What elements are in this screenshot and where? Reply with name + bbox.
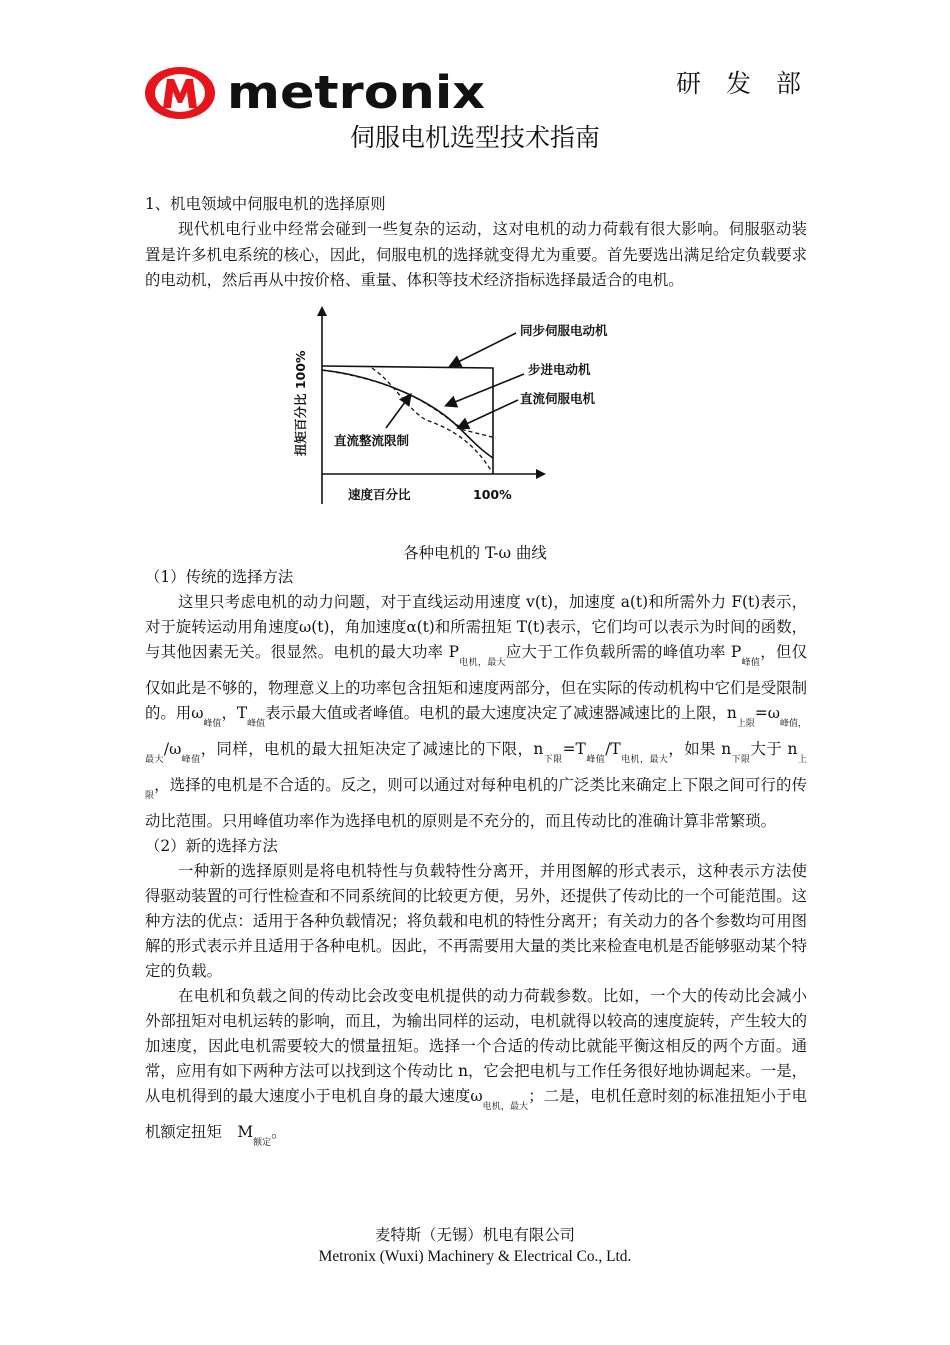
sub2-paragraph-2: 在电机和负载之间的传动比会改变电机提供的动力荷载参数。比如，一个大的传动比会减小外部扭矩对电机运转的影响，而且，为输出同样的运动，电机就得以较高的速度旋转，产生较大的加速度，因此电机需要较大的惯量扭矩。选择一个合适的传动比就能平衡这相反的两个方面。通常，应用有如下两种方法可以找到这个传动比 n，它会把电机与工作任务很好地协调起来。一是，从电机得到的最大速度小于电机自身的最大速度$\omega_{电机,最大}$；二是，电机任意时刻的标准扭矩小于电机额定扭矩 $M_{额定}$。: [145, 987, 807, 1148]
section-1-heading: 1、机电领域中伺服电机的选择原则: [145, 195, 386, 213]
figure-caption: 各种电机的 T-ω 曲线: [403, 544, 547, 562]
dc-servo-curve: [322, 370, 496, 438]
svg-text:直流整流限制: 直流整流限制: [334, 433, 410, 448]
torque-speed-figure: [286, 298, 626, 513]
sub2-paragraph-1: 一种新的选择原则是将电机特性与负载特性分离开，并用图解的形式表示，这种表示方法使得驱动装置的可行性检查和不同系统间的比较更方便，另外，还提供了传动比的一个可能范围。这种方法的优点：适用于各种负载情况；将负载和电机的特性分离开；有关动力的各个参数均可用图解的形式表示并且适用于各种电机。因此，不再需要用大量的类比来检查电机是否能够驱动某个特定的负载。: [145, 862, 807, 980]
svg-text:100%: 100%: [473, 487, 512, 502]
sub2-heading: （2）新的选择方法: [145, 837, 278, 855]
section-1-paragraph: 现代机电行业中经常会碰到一些复杂的运动，这对电机的动力荷载有很大影响。伺服驱动装置是许多机电系统的核心，因此，伺服电机的选择就变得尤为重要。首先要选出满足给定负载要求的电动机，然后再从中按价格、重量、体积等技术经济指标选择最适合的电机。: [145, 220, 807, 290]
svg-text:步进电动机: 步进电动机: [528, 362, 591, 377]
svg-text:直流伺服电机: 直流伺服电机: [520, 391, 596, 406]
svg-text:速度百分比: 速度百分比: [348, 487, 411, 502]
sub1-heading: （1）传统的选择方法: [145, 568, 294, 586]
svg-text:扭矩百分比 100%: 扭矩百分比 100%: [293, 350, 308, 456]
company-name-cn: 麦特斯（无锡）机电有限公司: [374, 1226, 576, 1244]
svg-text:metronix: metronix: [227, 66, 485, 119]
page-footer: [0, 1225, 950, 1267]
department-label: 研 发 部: [676, 69, 802, 98]
section-1: [145, 192, 807, 294]
metronix-logo: [143, 65, 488, 121]
sub1-paragraph: 这里只考虑电机的动力问题，对于直线运动用速度 v(t)，加速度 a(t)和所需外力 F(t)表示，对于旋转运动用角速度ω(t)，角加速度α(t)和所需扭矩 T(t)表示，它们均可以表示为时间的函数，与其他因素无关。很显然。电机的最大功率 $P_{电机,最大}$应大于工作负载所需的峰值功率 $P_{峰值}$，但仅仅如此是不够的，物理意义上的功率包含扭矩和速度两部分，但在实际的传动机构中它们是受限制的。用$\omega_{峰值}$，$T_{峰值}$表示最大值或者峰值。电机的最大速度决定了减速器减速比的上限，$n_{上限}=\omega_{峰值,最大}/\omega_{峰值}$，同样，电机的最大扭矩决定了减速比的下限，$n_{下限}=T_{峰值}/T_{电机,最大}$，如果 $n_{下限}$大于 $n_{上限}$，选择的电机是不合适的。反之，则可以通过对每种电机的广泛类比来确定上下限之间可行的传动比范围。只用峰值功率作为选择电机的原则是不充分的，而且传动比的准确计算非常繁琐。: [145, 593, 808, 830]
sync-servo-curve: [322, 366, 493, 474]
svg-text:同步伺服电动机: 同步伺服电动机: [520, 323, 608, 338]
company-name-en: Metronix (Wuxi) Machinery & Electrical Co., Ltd.: [318, 1248, 632, 1265]
page-title: 伺服电机选型技术指南: [349, 123, 600, 152]
selection-methods: [145, 565, 807, 1156]
